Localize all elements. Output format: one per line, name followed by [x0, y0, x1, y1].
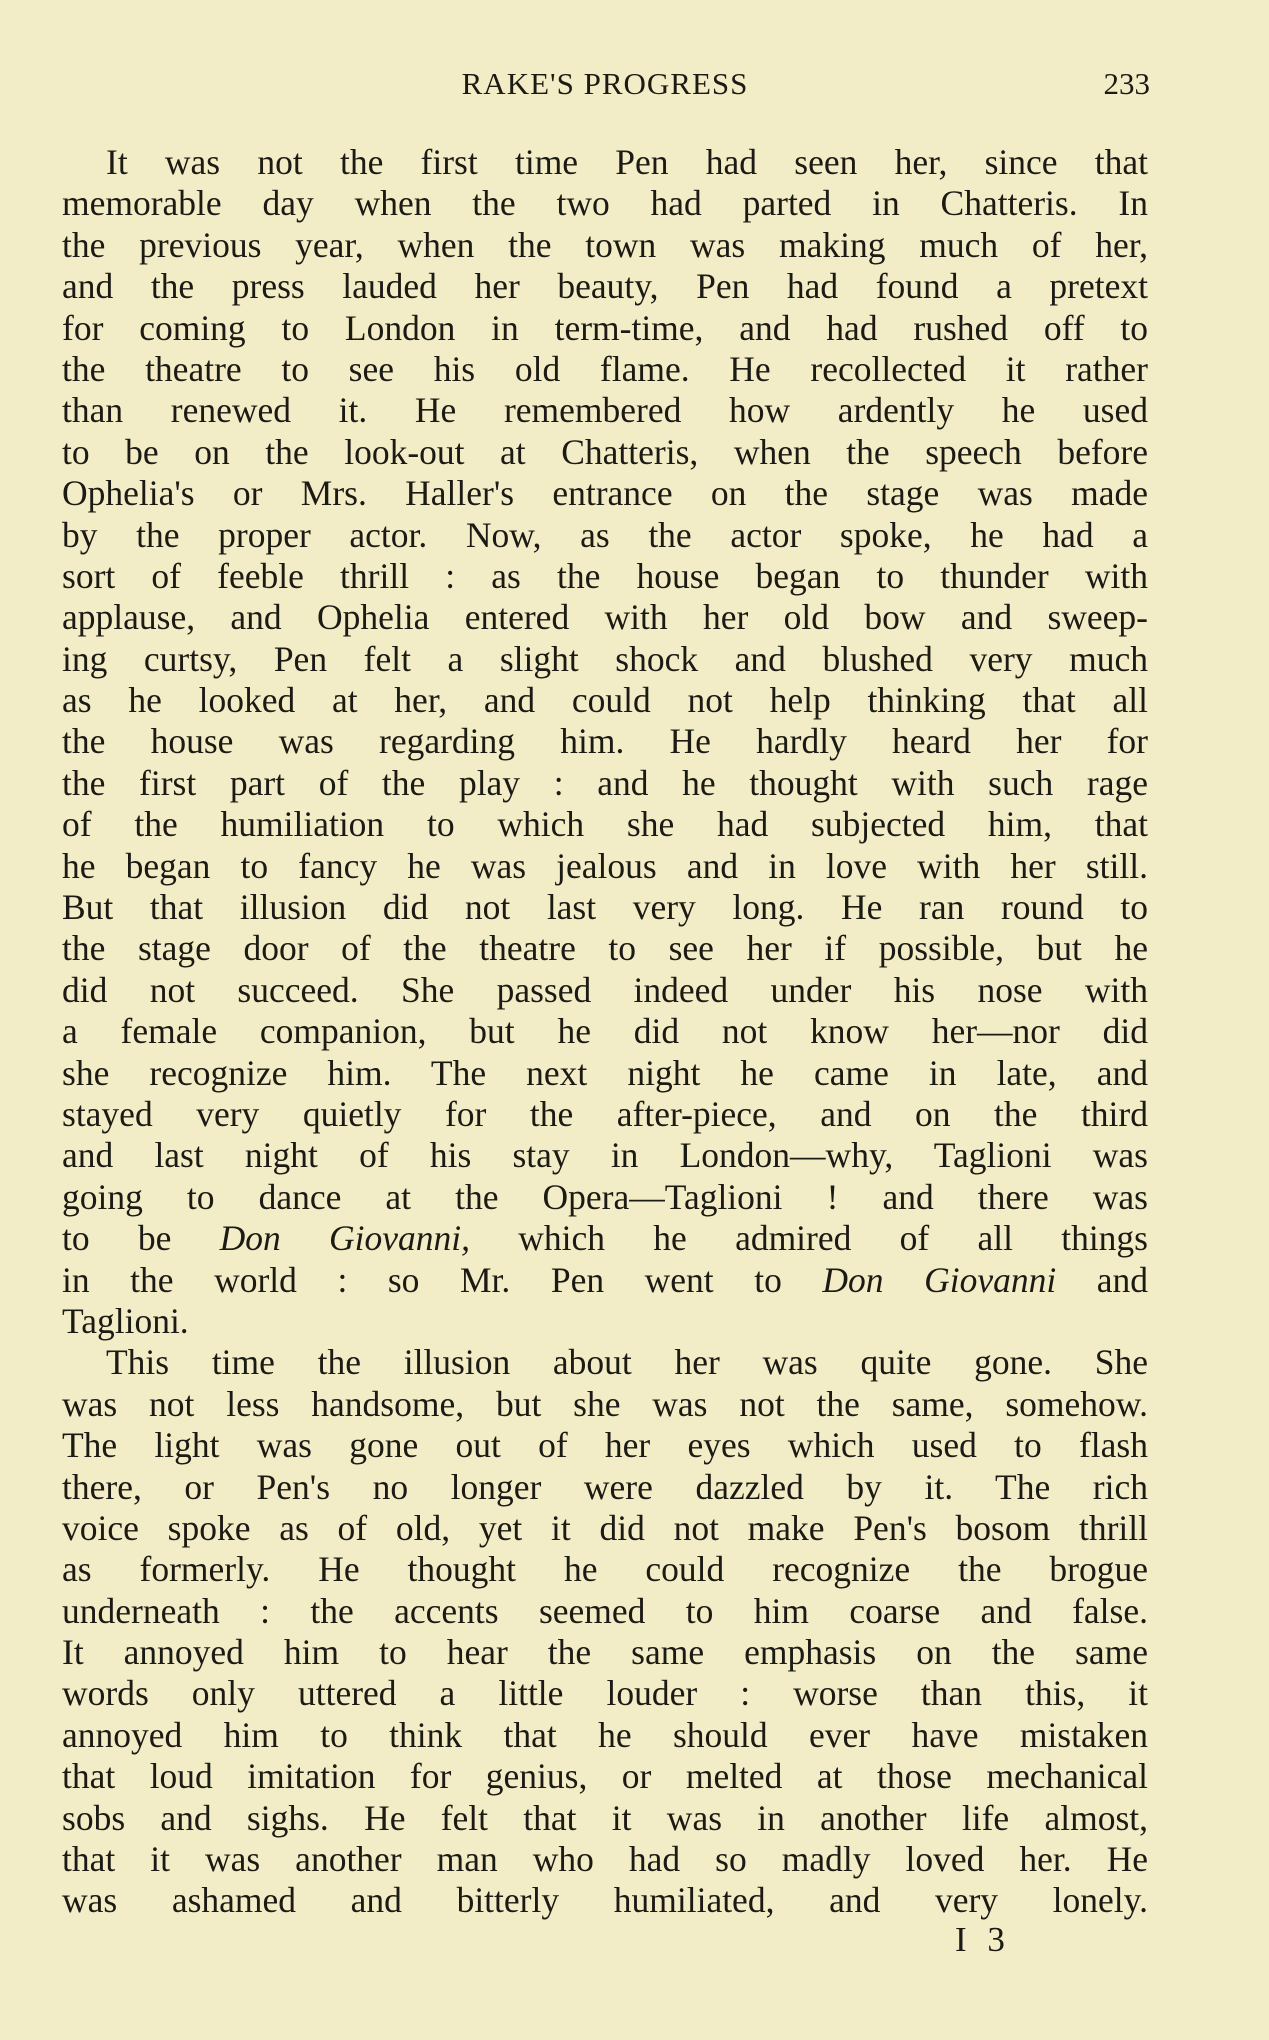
- text-line: stayed very quietly for the after-piece, and on the third: [62, 1093, 1148, 1134]
- text-line: did not succeed. She passed indeed under his nose with: [62, 969, 1148, 1010]
- italic-title: Don Giovanni,: [219, 1218, 471, 1259]
- running-title: RAKE'S PROGRESS: [461, 66, 749, 101]
- text-line: as he looked at her, and could not help thinking that all: [62, 680, 1148, 721]
- text-line: the first part of the play : and he thought with such rage: [62, 762, 1148, 803]
- text-fragment: in the world : so Mr. Pen went to: [62, 1259, 823, 1300]
- text-line: for coming to London in term-time, and had rushed off to: [62, 307, 1148, 348]
- text-line: annoyed him to think that he should ever have mistaken: [62, 1714, 1148, 1755]
- text-line: to be on the look-out at Chatteris, when the speech before: [62, 431, 1148, 472]
- italic-title: Don Giovanni: [822, 1259, 1057, 1300]
- text-line: words only uttered a little louder : worse than this, it: [62, 1673, 1148, 1714]
- text-line: was not less handsome, but she was not the same, somehow.: [62, 1383, 1148, 1424]
- text-line: that it was another man who had so madly loved her. He: [62, 1839, 1148, 1880]
- text-line: sort of feeble thrill : as the house began to thunder with: [62, 555, 1148, 596]
- text-line: ing curtsy, Pen felt a slight shock and blushed very much: [62, 638, 1148, 679]
- text-line: the theatre to see his old flame. He recollected it rather: [62, 348, 1148, 389]
- text-line: voice spoke as of old, yet it did not make Pen's bosom thrill: [62, 1507, 1148, 1548]
- text-fragment: to be: [62, 1218, 220, 1259]
- text-line: she recognize him. The next night he came in late, and: [62, 1052, 1148, 1093]
- text-line: underneath : the accents seemed to him coarse and false.: [62, 1590, 1148, 1631]
- text-line: It was not the first time Pen had seen her, since that: [106, 142, 1148, 182]
- text-line: It annoyed him to hear the same emphasis on the same: [62, 1632, 1148, 1673]
- text-line: and the press lauded her beauty, Pen had found a pretext: [62, 266, 1148, 307]
- text-line: as formerly. He thought he could recognize the brogue: [62, 1549, 1148, 1590]
- paragraph-1: [62, 142, 1148, 1342]
- text-line: there, or Pen's no longer were dazzled by it. The rich: [62, 1466, 1148, 1507]
- text-line: that loud imitation for genius, or melted at those mechanical: [62, 1756, 1148, 1797]
- text-line: But that illusion did not last very long. He ran round to: [62, 887, 1148, 928]
- text-line: the house was regarding him. He hardly heard her for: [62, 721, 1148, 762]
- text-line: applause, and Ophelia entered with her old bow and sweep-: [62, 597, 1148, 638]
- text-line: than renewed it. He remembered how ardently he used: [62, 390, 1148, 431]
- text-line: the stage door of the theatre to see her if possible, but he: [62, 928, 1148, 969]
- text-line: going to dance at the Opera—Taglioni ! and there was: [62, 1176, 1148, 1217]
- text-line: a female companion, but he did not know her—nor did: [62, 1011, 1148, 1052]
- text-line: The light was gone out of her eyes which used to flash: [62, 1425, 1148, 1466]
- text-line-with-italic-title: [62, 1218, 1148, 1259]
- body-text: [62, 142, 1148, 1922]
- running-head: [60, 66, 1150, 116]
- text-line: and last night of his stay in London—why, Taglioni was: [62, 1135, 1148, 1176]
- text-line: of the humiliation to which she had subjected him, that: [62, 804, 1148, 845]
- text-line: sobs and sighs. He felt that it was in another life almost,: [62, 1797, 1148, 1838]
- paragraph-2: [62, 1342, 1148, 1921]
- text-fragment: and: [1056, 1259, 1148, 1300]
- text-line: Taglioni.: [62, 1300, 189, 1341]
- text-line: the previous year, when the town was making much of her,: [62, 224, 1148, 265]
- text-line-with-italic-title: [62, 1260, 1148, 1301]
- text-line: memorable day when the two had parted in Chatteris. In: [62, 183, 1148, 224]
- signature-mark: I 3: [955, 1920, 1011, 1959]
- text-line: by the proper actor. Now, as the actor spoke, he had a: [62, 514, 1148, 555]
- text-line: was ashamed and bitterly humiliated, and very lonely.: [62, 1880, 1148, 1921]
- text-fragment: which he admired of all things: [470, 1218, 1148, 1259]
- text-line: This time the illusion about her was quite gone. She: [106, 1342, 1148, 1383]
- text-line: he began to fancy he was jealous and in love with her still.: [62, 845, 1148, 886]
- page-number: 233: [1103, 66, 1150, 101]
- text-line: Ophelia's or Mrs. Haller's entrance on the stage was made: [62, 473, 1148, 514]
